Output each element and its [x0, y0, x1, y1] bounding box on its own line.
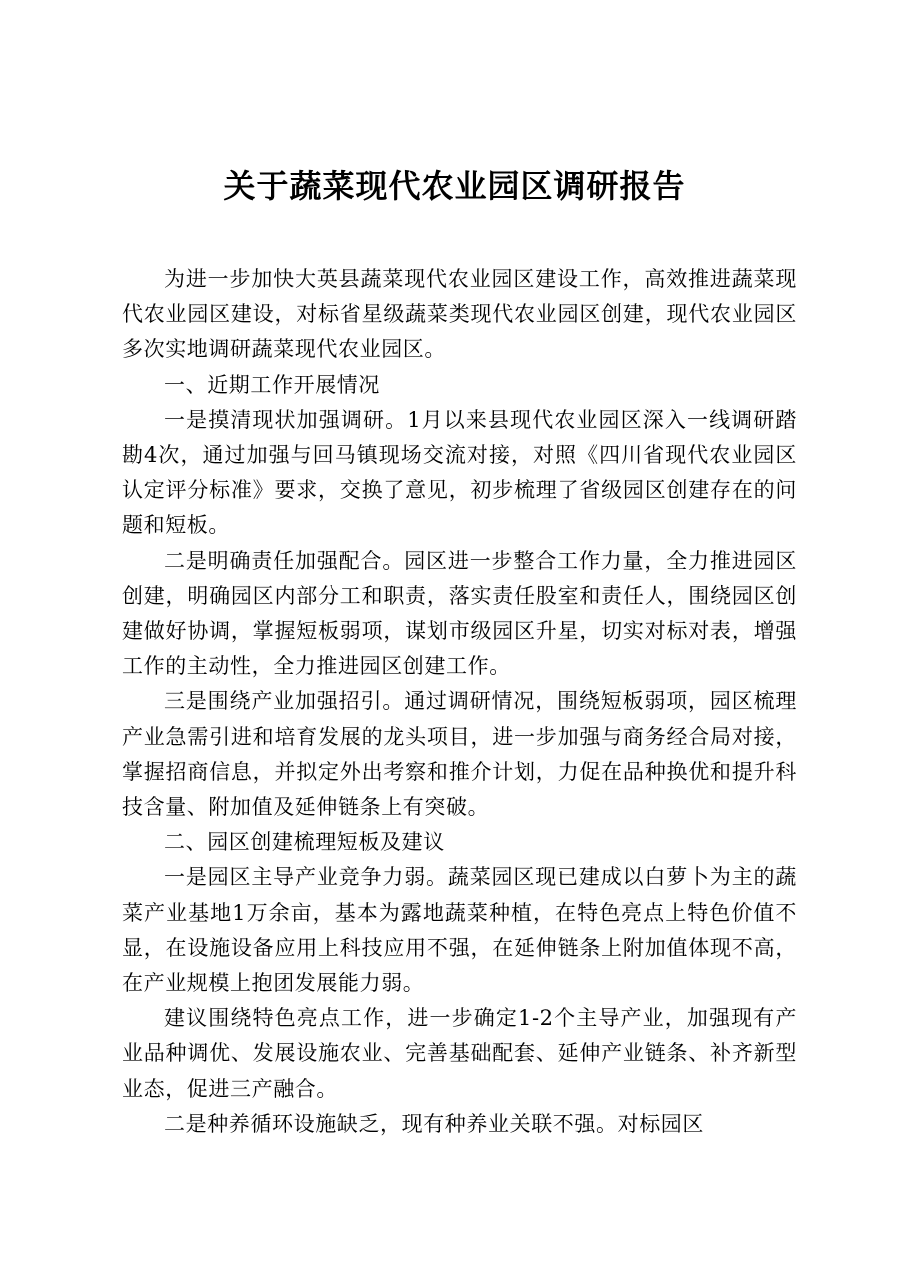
body-paragraph: 一是园区主导产业竞争力弱。蔬菜园区现已建成以白萝卜为主的蔬菜产业基地1万余亩，基本为露地蔬菜种植，在特色亮点上特色价值不显，在设施设备应用上科技应用不强，在延伸链条上附加值体现不高，在产业规模上抱团发展能力弱。	[122, 865, 797, 996]
section-heading-1: 一、近期工作开展情况	[164, 372, 380, 397]
body-paragraph: 二是明确责任加强配合。园区进一步整合工作力量，全力推进园区创建，明确园区内部分工和职责，落实责任股室和责任人，围绕园区创建做好协调，掌握短板弱项，谋划市级园区升星，切实对标对表，增强工作的主动性，全力推进园区创建工作。	[122, 548, 797, 679]
document-title: 关于蔬菜现代农业园区调研报告	[223, 167, 686, 205]
body-paragraph: 三是围绕产业加强招引。通过调研情况，围绕短板弱项，园区梳理产业急需引进和培育发展的龙头项目，进一步加强与商务经合局对接，掌握招商信息，并拟定外出考察和推介计划，力促在品种换优和提升科技含量、附加值及延伸链条上有突破。	[122, 689, 797, 820]
intro-paragraph: 为进一步加快大英县蔬菜现代农业园区建设工作，高效推进蔬菜现代农业园区建设，对标省星级蔬菜类现代农业园区创建，现代农业园区多次实地调研蔬菜现代农业园区。	[122, 267, 797, 362]
body-paragraph: 建议围绕特色亮点工作，进一步确定1-2个主导产业，加强现有产业品种调优、发展设施农业、完善基础配套、延伸产业链条、补齐新型业态，促进三产融合。	[122, 1006, 797, 1101]
document-body	[122, 262, 797, 1142]
section-heading-2: 二、园区创建梳理短板及建议	[164, 830, 445, 855]
body-paragraph: 二是种养循环设施缺乏，现有种养业关联不强。对标园区	[164, 1111, 704, 1136]
body-paragraph: 一是摸清现状加强调研。1月以来县现代农业园区深入一线调研踏勘4次，通过加强与回马镇现场交流对接，对照《四川省现代农业园区认定评分标准》要求，交换了意见，初步梳理了省级园区创建存在的问题和短板。	[122, 407, 797, 538]
